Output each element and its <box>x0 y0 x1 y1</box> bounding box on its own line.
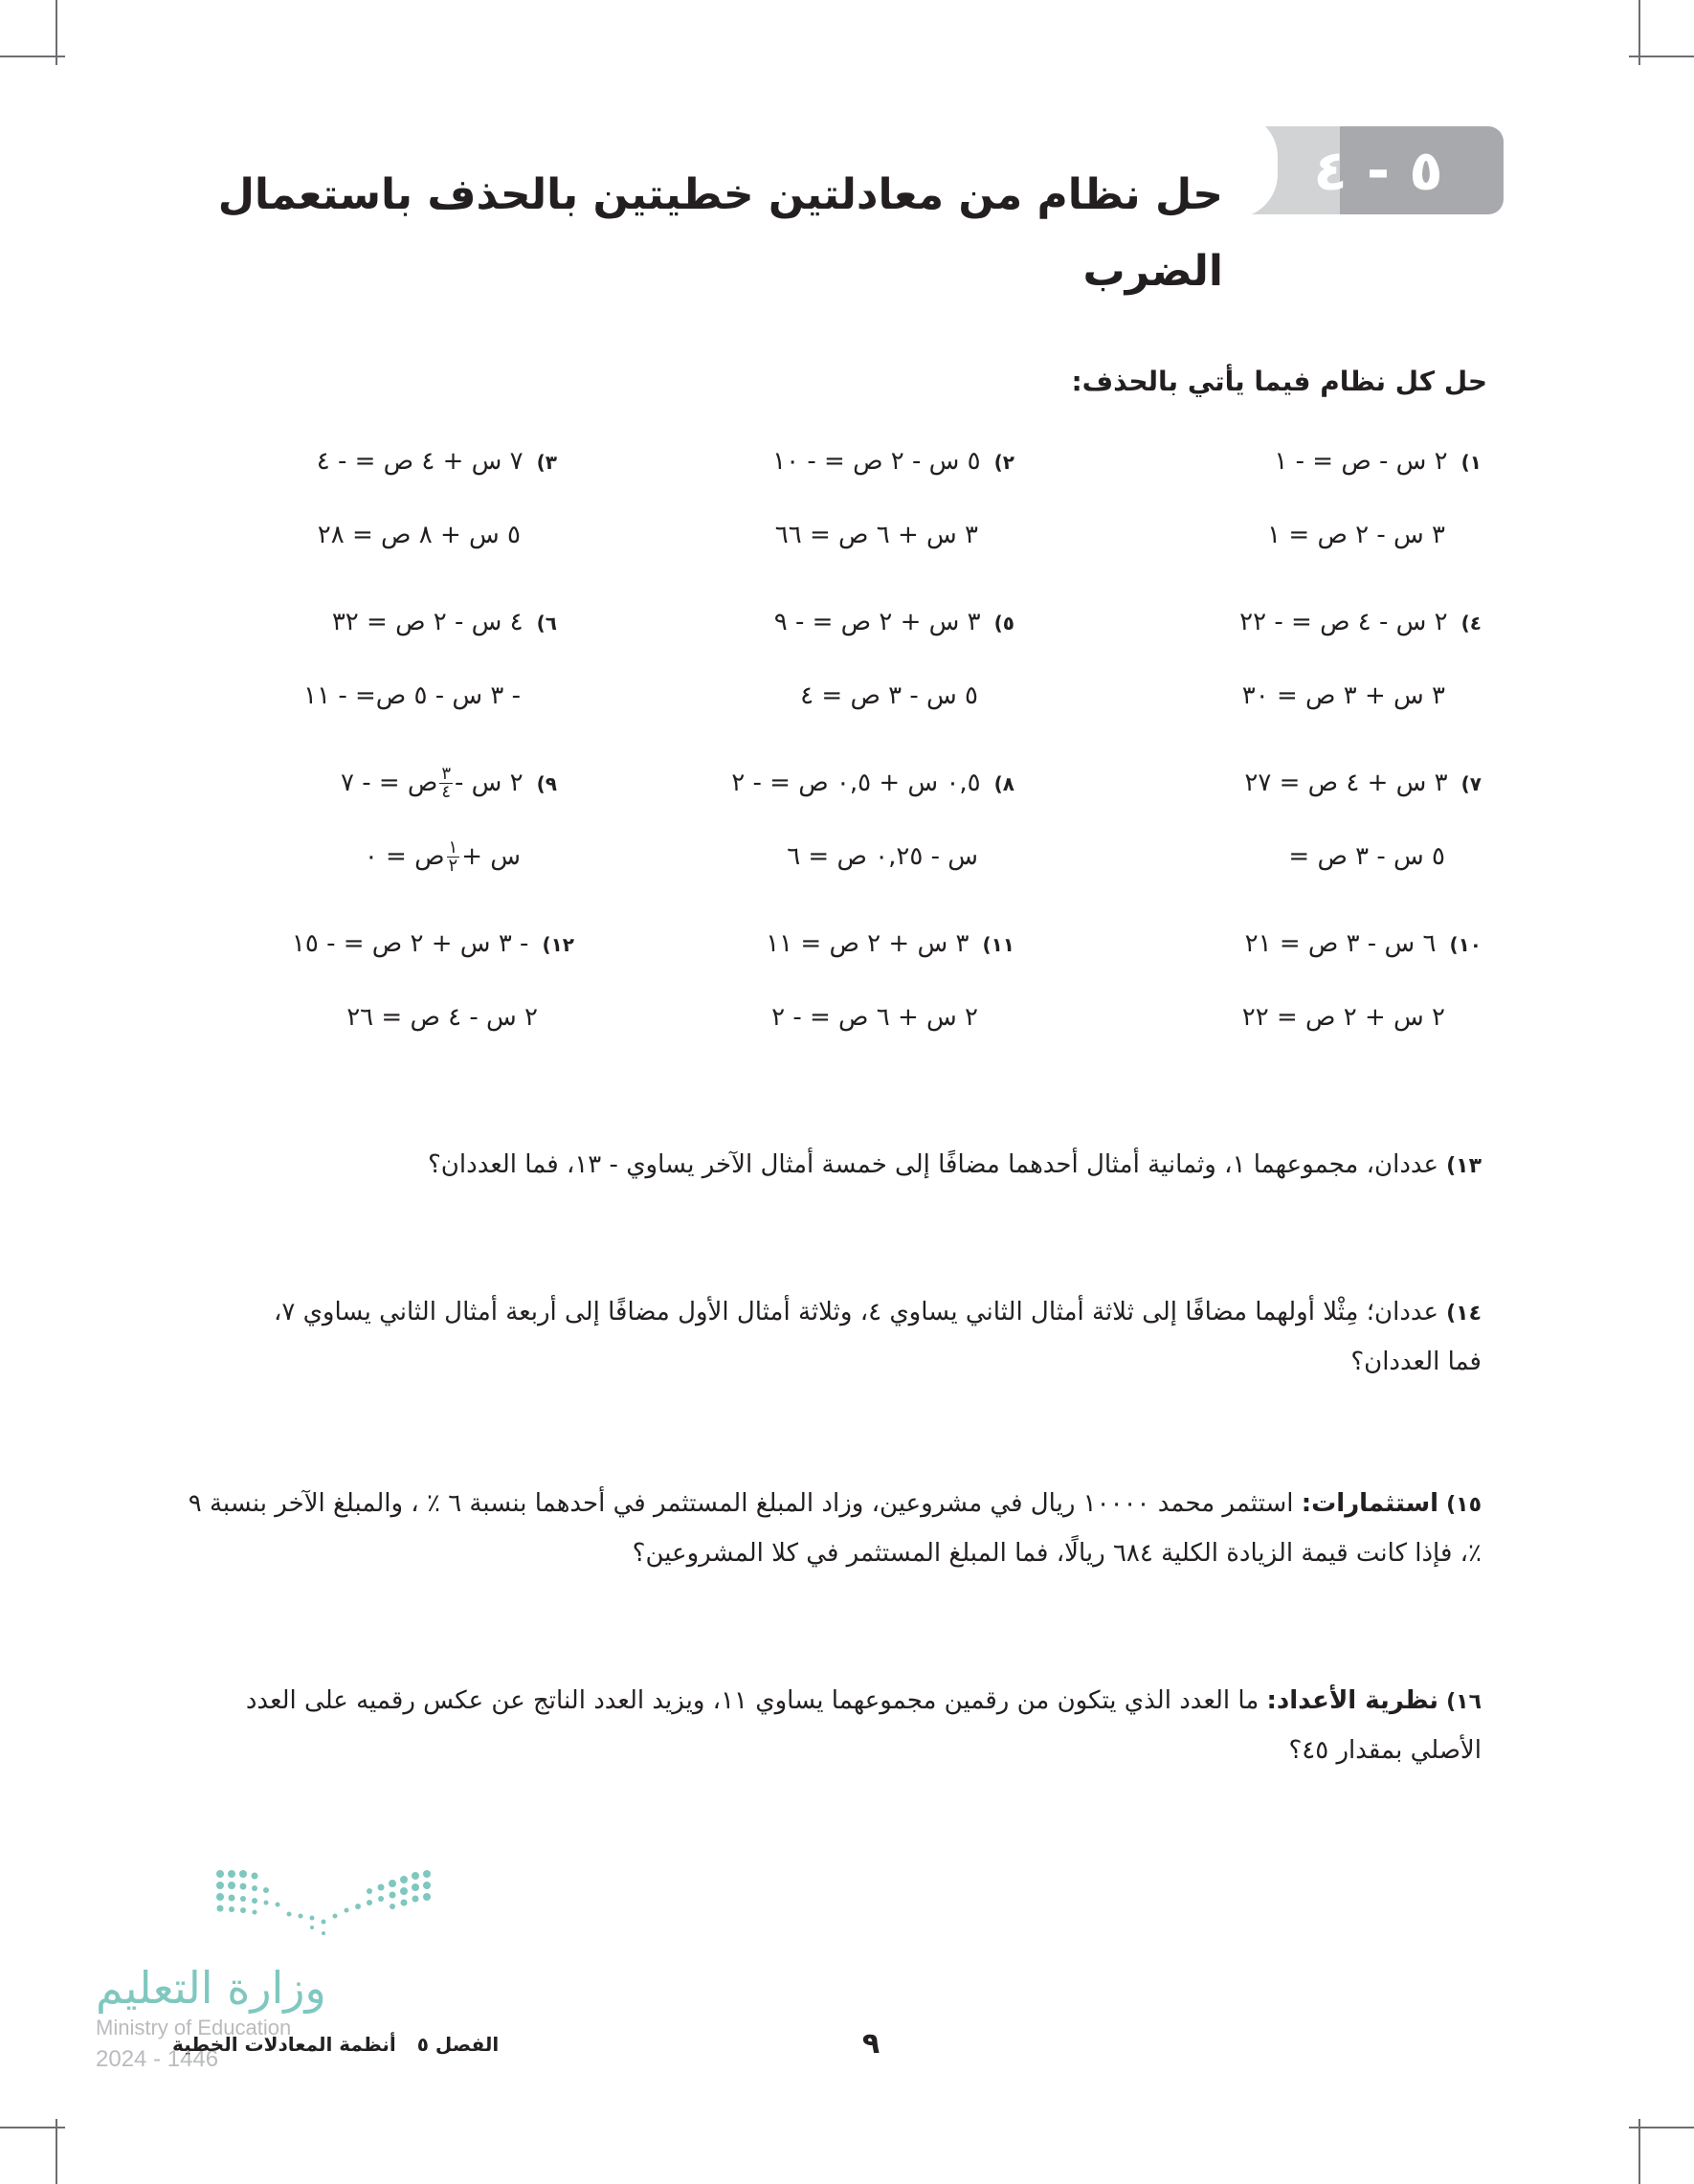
problem-number: ١٤) <box>1446 1302 1482 1326</box>
equation: ٥ س - ٣ ص = ٤ <box>800 681 978 710</box>
problem-keyword: نظرية الأعداد: <box>1266 1686 1439 1715</box>
problem-9 <box>341 764 557 876</box>
problem-number: ١٠) <box>1449 933 1482 956</box>
equation: س - ٠,٢٥ ص = ٦ <box>787 842 978 871</box>
equation: ٥ س + ٨ ص = ٢٨ <box>317 521 521 549</box>
ministry-logo-icon <box>211 1868 450 1945</box>
problem-number: ٣) <box>536 451 557 474</box>
problem-number: ٩) <box>536 772 557 795</box>
problem-6 <box>303 603 557 715</box>
ministry-name-en: Ministry of Education <box>96 2016 292 2039</box>
equation: ٦ س - ٣ ص = ٢١ <box>1244 929 1437 958</box>
word-problem-16 <box>189 1677 1482 1774</box>
problem-8 <box>731 764 1014 876</box>
crop-mark <box>1629 2127 1694 2128</box>
problem-5 <box>774 603 1014 715</box>
problem-text: ما العدد الذي يتكون من رقمين مجموعهما يساوي ١١، ويزيد العدد الناتج عن عكس رقميه على العدد الأصلي بمقدار ٤٥؟ <box>245 1686 1482 1765</box>
crop-mark <box>1629 56 1694 57</box>
problem-4 <box>1239 603 1482 715</box>
problem-number: ١) <box>1460 451 1482 474</box>
crop-mark <box>0 2127 65 2128</box>
equation: ٣ س + ٦ ص = ٦٦ <box>774 521 978 549</box>
problem-number: ٤) <box>1460 612 1482 635</box>
equation: ٣ س + ٢ ص = - ٩ <box>773 608 981 636</box>
ministry-name-ar: وزارة التعليم <box>96 1962 326 2014</box>
equation: ٢ س - ص = - ١ <box>1274 447 1448 476</box>
problem-keyword: استثمارات: <box>1301 1489 1439 1518</box>
problem-number: ١١) <box>982 933 1014 956</box>
equation: ٢ س - ٤ ص = - ٢٢ <box>1239 608 1448 636</box>
fraction: $\frac{٣}{٤}$ <box>441 764 452 802</box>
equation: س + $\frac{١}{٢}$ ص = ٠ <box>364 837 521 876</box>
equation: ٣ س + ٢ ص = ١١ <box>766 929 970 958</box>
equation: - ٣ س + ٢ ص = - ١٥ <box>291 929 529 958</box>
problem-3 <box>317 442 557 554</box>
page-number: ٩ <box>861 2027 880 2061</box>
chapter-label: الفصل ٥ <box>416 2033 500 2056</box>
problem-number: ٦) <box>536 612 557 635</box>
crop-mark <box>56 2119 57 2184</box>
problem-number: ١٦) <box>1446 1690 1482 1714</box>
problem-number: ١٥) <box>1446 1493 1482 1517</box>
chapter-title: أنظمة المعادلات الخطية <box>172 2033 396 2056</box>
problem-7 <box>1244 764 1482 876</box>
equation: ٢ س - $\frac{٣}{٤}$ ص = - ٧ <box>340 764 524 802</box>
equation: ٢ س + ٢ ص = ٢٢ <box>1241 1003 1445 1032</box>
problem-number: ٢) <box>993 451 1014 474</box>
equation: ٥ س - ٣ ص = <box>1288 842 1445 871</box>
word-problem-13 <box>237 1141 1482 1191</box>
word-problem-15 <box>170 1480 1482 1577</box>
equation: ٧ س + ٤ ص = - ٤ <box>316 447 524 476</box>
equation: ٢ س - ٤ ص = ٢٦ <box>346 1003 538 1032</box>
crop-mark <box>0 56 65 57</box>
problem-10 <box>1242 925 1482 1036</box>
equation: ٤ س - ٢ ص = ٣٢ <box>331 608 524 636</box>
equation: ٣ س + ٣ ص = ٣٠ <box>1241 681 1445 710</box>
lesson-title: حل نظام من معادلتين خطيتين بالحذف باستعمال الضرب <box>217 170 1223 296</box>
problem-text: عددان، مجموعهما ١، وثمانية أمثال أحدهما مضافًا إلى خمسة أمثال الآخر يساوي - ١٣، فما العددان؟ <box>428 1150 1439 1179</box>
word-problem-14 <box>247 1288 1482 1386</box>
equation: ٠,٥ س + ٠,٥ ص = - ٢ <box>731 769 981 797</box>
problem-number: ١٢) <box>542 933 574 956</box>
problem-number: ٥) <box>993 612 1014 635</box>
instructions: حل كل نظام فيما يأتي بالحذف: <box>1071 366 1487 397</box>
problem-text: عددان؛ مِثْلا أولهما مضافًا إلى ثلاثة أمثال الثاني يساوي ٤، وثلاثة أمثال الأول مضافًا إلى أربعة أمثال الثاني يساوي ٧، فما العددان؟ <box>273 1298 1482 1376</box>
edition-year: 2024 - 1446 <box>96 2046 219 2072</box>
problem-12 <box>292 925 574 1036</box>
problem-11 <box>766 925 1014 1036</box>
problem-number: ١٣) <box>1446 1154 1482 1178</box>
problem-text: استثمر محمد ١٠٠٠٠ ريال في مشروعين، وزاد المبلغ المستثمر في أحدهما بنسبة ٦ ٪ ، والمبلغ الآخر بنسبة ٩ ٪، فإذا كانت قيمة الزيادة الكلية ٦٨٤ ريالًا، فما المبلغ المستثمر في كلا المشروعين؟ <box>188 1489 1482 1568</box>
footer-chapter <box>172 2033 499 2056</box>
equation: ٢ س + ٦ ص = - ٢ <box>771 1003 978 1032</box>
crop-mark <box>1638 2119 1640 2184</box>
problem-number: ٨) <box>993 772 1014 795</box>
equation: ٣ س - ٢ ص = ١ <box>1267 521 1445 549</box>
fraction: $\frac{١}{٢}$ <box>448 837 458 876</box>
problem-2 <box>772 442 1014 554</box>
lesson-number: ٥ - ٤ <box>1313 138 1443 203</box>
equation: ٣ س + ٤ ص = ٢٧ <box>1244 769 1448 797</box>
problem-1 <box>1267 442 1482 554</box>
problem-number: ٧) <box>1460 772 1482 795</box>
equation: ٥ س - ٢ ص = - ١٠ <box>772 447 981 476</box>
equation: - ٣ س - ٥ ص= - ١١ <box>303 681 521 710</box>
